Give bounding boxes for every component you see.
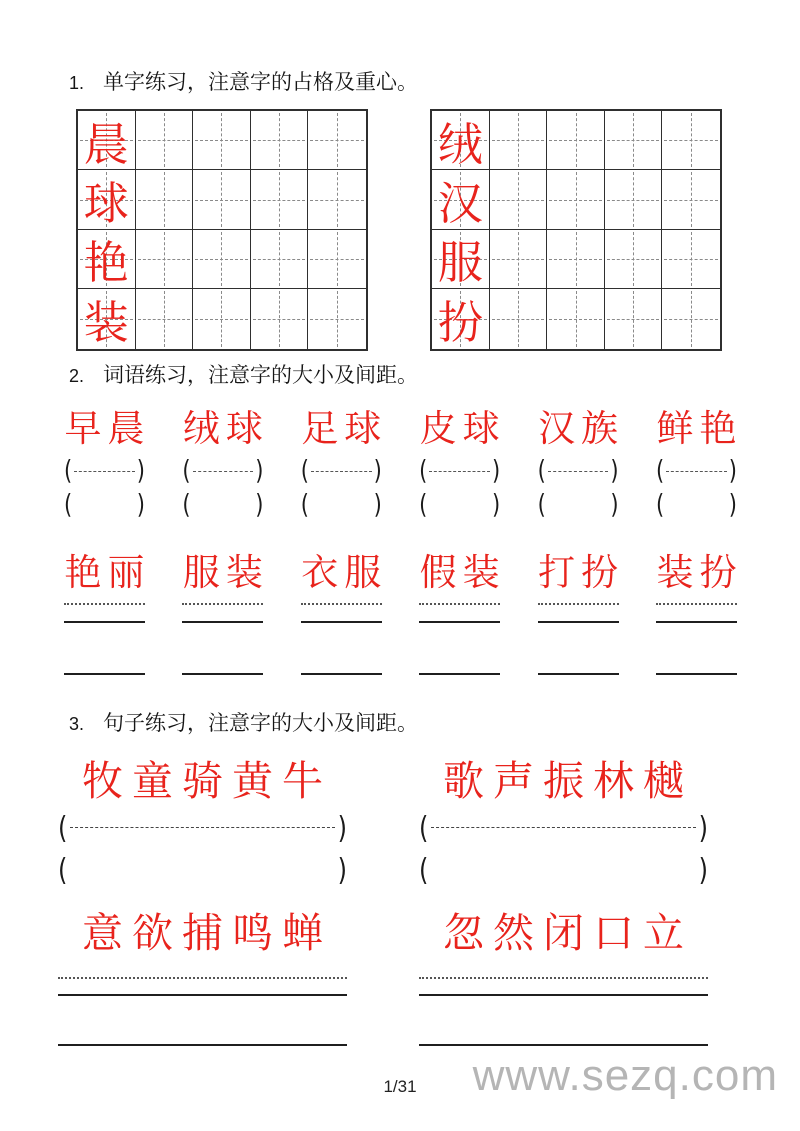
writing-line [419,1044,708,1046]
sentence-practice-column [419,749,708,888]
grid-cell-writable [605,170,663,229]
grid-cell-model [432,289,490,348]
dotted-writing-line [419,977,708,979]
practice-sentence: 意欲捕鸣蝉 [82,910,332,957]
model-character: 汉 [437,179,483,230]
grid-cell-writable [490,170,548,229]
writing-line [182,621,263,623]
empty-answer-slot [655,489,737,520]
grid-cell-model [78,289,136,348]
model-character: 服 [437,238,483,289]
writing-line [419,994,708,996]
dashed-fill-line [548,471,609,472]
dashed-fill-line [666,471,727,472]
section-3-heading [0,707,800,737]
grid-cell-writable [662,111,720,170]
grid-cell-writable [136,230,194,289]
dotted-writing-line [419,603,500,605]
section-number: 1. [69,73,85,93]
close-paren: ) [136,489,145,520]
grid-cell-writable [308,289,366,348]
open-paren: ( [64,455,73,486]
grid-cell-model [78,111,136,170]
open-paren: ( [419,489,428,520]
empty-answer-slot [419,489,501,520]
grid-cell-model [432,111,490,170]
pinyin-answer-slot [419,810,708,846]
grid-cell-writable [662,230,720,289]
open-paren: ( [58,852,68,888]
pinyin-answer-slot [419,455,501,486]
pinyin-answer-slot [58,810,347,846]
word-practice-column [182,401,269,520]
practice-word: 绒球 [182,408,269,450]
word-practice-column [182,545,269,675]
close-paren: ) [337,810,347,846]
writing-line [58,994,347,996]
sentence-practice-row-2 [0,901,800,1046]
sentence-practice-row-1 [0,749,800,888]
dotted-writing-line [656,603,737,605]
grid-cell-writable [251,289,309,348]
practice-word: 足球 [301,408,388,450]
word-practice-column [301,545,388,675]
dashed-fill-line [70,827,334,828]
empty-answer-slot [182,489,264,520]
writing-line [58,1044,347,1046]
section-2-heading [0,359,800,389]
model-character: 装 [83,298,129,349]
dotted-writing-line [58,977,347,979]
close-paren: ) [373,455,382,486]
close-paren: ) [491,489,501,520]
dashed-fill-line [74,471,135,472]
word-practice-column [64,545,151,675]
dotted-writing-line [64,603,145,605]
close-paren: ) [373,489,382,520]
sentence-practice-column [58,749,347,888]
open-paren: ( [655,489,665,520]
empty-answer-slot [537,489,619,520]
character-grids-row [0,109,800,351]
writing-line [538,673,619,675]
open-paren: ( [419,810,429,846]
grid-cell-writable [605,289,663,348]
writing-line [538,621,619,623]
word-practice-column [64,401,151,520]
practice-word: 衣服 [301,552,388,594]
open-paren: ( [300,455,309,486]
grid-cell-model [78,170,136,229]
grid-cell-writable [547,230,605,289]
grid-cell-writable [662,170,720,229]
close-paren: ) [698,852,708,888]
dotted-writing-line [538,603,619,605]
practice-word: 皮球 [419,408,506,450]
practice-grid-left [76,109,368,351]
sentence-practice-column [58,901,347,1046]
grid-cell-writable [136,289,194,348]
practice-word: 打扮 [538,552,625,594]
word-practice-row-1 [0,401,800,519]
practice-sentence: 牧童骑黄牛 [82,758,332,805]
model-character: 球 [83,179,129,230]
practice-word: 鲜艳 [656,408,743,450]
open-paren: ( [537,489,546,520]
grid-cell-writable [547,170,605,229]
empty-answer-slot [64,489,145,520]
writing-line [64,673,145,675]
writing-line [64,621,145,623]
open-paren: ( [58,810,68,846]
open-paren: ( [655,455,665,486]
dotted-writing-line [301,603,382,605]
grid-cell-writable [193,230,251,289]
grid-cell-writable [490,289,548,348]
writing-line [656,621,737,623]
writing-line [182,673,263,675]
dotted-writing-line [182,603,263,605]
dashed-fill-line [431,827,695,828]
empty-answer-slot [300,489,382,520]
grid-cell-writable [251,230,309,289]
grid-cell-writable [136,170,194,229]
word-practice-column [538,545,625,675]
grid-cell-writable [308,170,366,229]
close-paren: ) [698,810,708,846]
model-character: 扮 [437,298,483,349]
grid-cell-model [432,230,490,289]
writing-line [656,673,737,675]
empty-answer-slot [419,852,708,888]
model-character: 晨 [83,119,129,170]
word-practice-column [656,545,743,675]
grid-cell-writable [308,111,366,170]
pinyin-answer-slot [300,455,382,486]
word-practice-column [537,401,625,520]
word-practice-row-2 [0,545,800,675]
section-title: 句子练习，注意字的大小及间距。 [103,710,418,735]
model-character: 绒 [437,119,483,170]
practice-word: 假装 [419,552,506,594]
practice-sentence: 歌声振林樾 [443,758,693,805]
grid-cell-writable [547,289,605,348]
grid-cell-writable [251,111,309,170]
word-practice-column [419,545,506,675]
dashed-fill-line [193,471,254,472]
section-number: 3. [69,713,85,734]
dashed-fill-line [429,471,490,472]
grid-cell-writable [308,230,366,289]
practice-word: 服装 [182,552,269,594]
dashed-fill-line [311,471,372,472]
close-paren: ) [255,489,264,520]
model-character: 艳 [83,238,129,289]
close-paren: ) [255,455,264,486]
grid-cell-writable [490,111,548,170]
page-number: 1/31 [383,1077,417,1096]
section-title: 词语练习，注意字的大小及间距。 [103,362,418,387]
close-paren: ) [728,455,737,486]
word-practice-column [300,401,388,520]
writing-line [419,621,500,623]
pinyin-answer-slot [537,455,619,486]
open-paren: ( [537,455,546,486]
open-paren: ( [64,489,73,520]
practice-word: 装扮 [656,552,743,594]
grid-cell-writable [605,230,663,289]
grid-cell-writable [251,170,309,229]
grid-cell-writable [136,111,194,170]
grid-cell-writable [490,230,548,289]
practice-word: 汉族 [538,408,625,450]
grid-cell-writable [662,289,720,348]
open-paren: ( [419,455,428,486]
section-number: 2. [69,365,85,386]
empty-answer-slot [58,852,347,888]
pinyin-answer-slot [182,455,264,486]
close-paren: ) [136,455,145,486]
practice-grid-right [430,109,722,351]
grid-cell-writable [193,289,251,348]
section-1-heading [0,0,800,96]
watermark: www.sezq.com [472,1051,778,1100]
practice-word: 艳丽 [64,552,151,594]
pinyin-answer-slot [655,455,737,486]
practice-word: 早晨 [64,408,151,450]
writing-line [301,673,382,675]
close-paren: ) [610,489,619,520]
writing-line [301,621,382,623]
pinyin-answer-slot [64,455,145,486]
open-paren: ( [182,489,191,520]
close-paren: ) [491,455,501,486]
close-paren: ) [337,852,347,888]
grid-cell-writable [193,170,251,229]
open-paren: ( [182,455,191,486]
section-title: 单字练习，注意字的占格及重心。 [103,70,418,94]
writing-line [419,673,500,675]
grid-cell-model [432,170,490,229]
word-practice-column [419,401,506,520]
sentence-practice-column [419,901,708,1046]
grid-cell-writable [605,111,663,170]
close-paren: ) [728,489,737,520]
close-paren: ) [610,455,619,486]
open-paren: ( [300,489,309,520]
grid-cell-writable [547,111,605,170]
word-practice-column [655,401,743,520]
open-paren: ( [419,852,429,888]
grid-cell-model [78,230,136,289]
grid-cell-writable [193,111,251,170]
practice-sentence: 忽然闭口立 [443,910,693,957]
